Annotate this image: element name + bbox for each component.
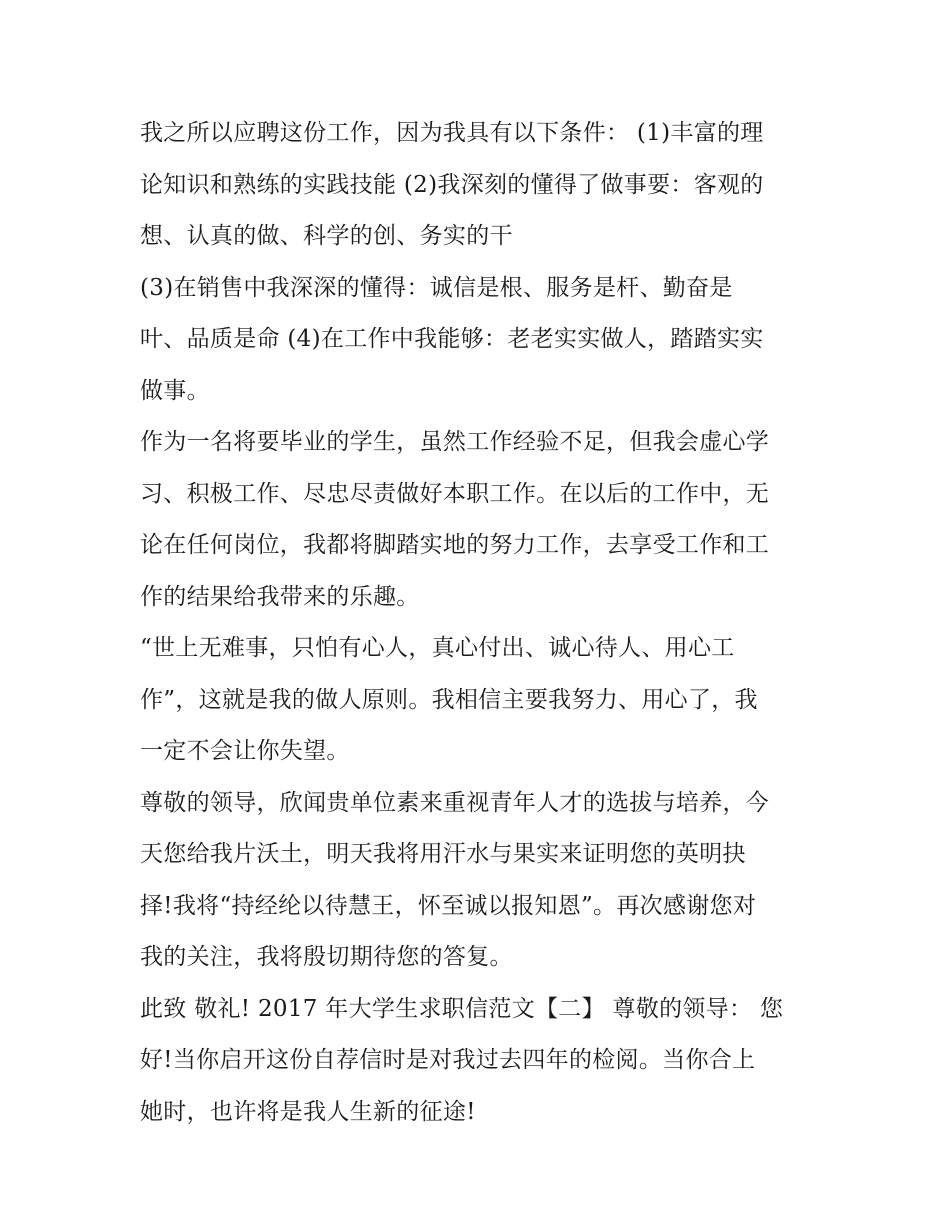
text-line: 习、积极工作、尽忠尽责做好本职工作。在以后的工作中，无 (140, 480, 770, 507)
text-line: “世上无难事，只怕有心人，真心付出、诚心待人、用心工 (140, 635, 735, 661)
text-line: 我之所以应聘这份工作，因为我具有以下条件： (1)丰富的理 (140, 120, 764, 146)
text-line: 我的关注，我将殷切期待您的答复。 (140, 944, 513, 970)
text-line: 一定不会让你失望。 (140, 738, 350, 764)
text-line: 她时，也许将是我人生新的征途! (140, 1098, 476, 1125)
text-line: 做事。 (140, 377, 210, 404)
text-line: 此致 敬礼! 2017 年大学生求职信范文【二】 尊敬的领导： 您 (140, 995, 784, 1022)
text-line: (3)在销售中我深深的懂得：诚信是根、服务是杆、勤奋是 (140, 274, 733, 301)
text-line: 想、认真的做、科学的创、务实的干 (140, 223, 513, 249)
text-line: 好!当你启开这份自荐信时是对我过去四年的检阅。当你合上 (140, 1047, 756, 1073)
text-line: 作为一名将要毕业的学生，虽然工作经验不足，但我会虚心学 (140, 429, 770, 455)
text-line: 论知识和熟练的实践技能 (2)我深刻的懂得了做事要：客观的 (140, 171, 764, 198)
text-line: 天您给我片沃土，明天我将用汗水与果实来证明您的英明抉 (140, 841, 746, 867)
document-body (140, 108, 820, 1138)
text-line: 作的结果给我带来的乐趣。 (140, 583, 420, 610)
text-line: 叶、品质是命 (4)在工作中我能够：老老实实做人，踏踏实实 (140, 326, 764, 352)
text-line: 作”，这就是我的做人原则。我相信主要我努力、用心了，我 (140, 686, 758, 713)
text-line: 论在任何岗位，我都将脚踏实地的努力工作，去享受工作和工 (140, 532, 770, 558)
text-line: 尊敬的领导，欣闻贵单位素来重视青年人才的选拔与培养，今 (140, 789, 770, 816)
text-line: 择!我将“持经纶以待慧王，怀至诚以报知恩”。再次感谢您对 (140, 892, 757, 919)
